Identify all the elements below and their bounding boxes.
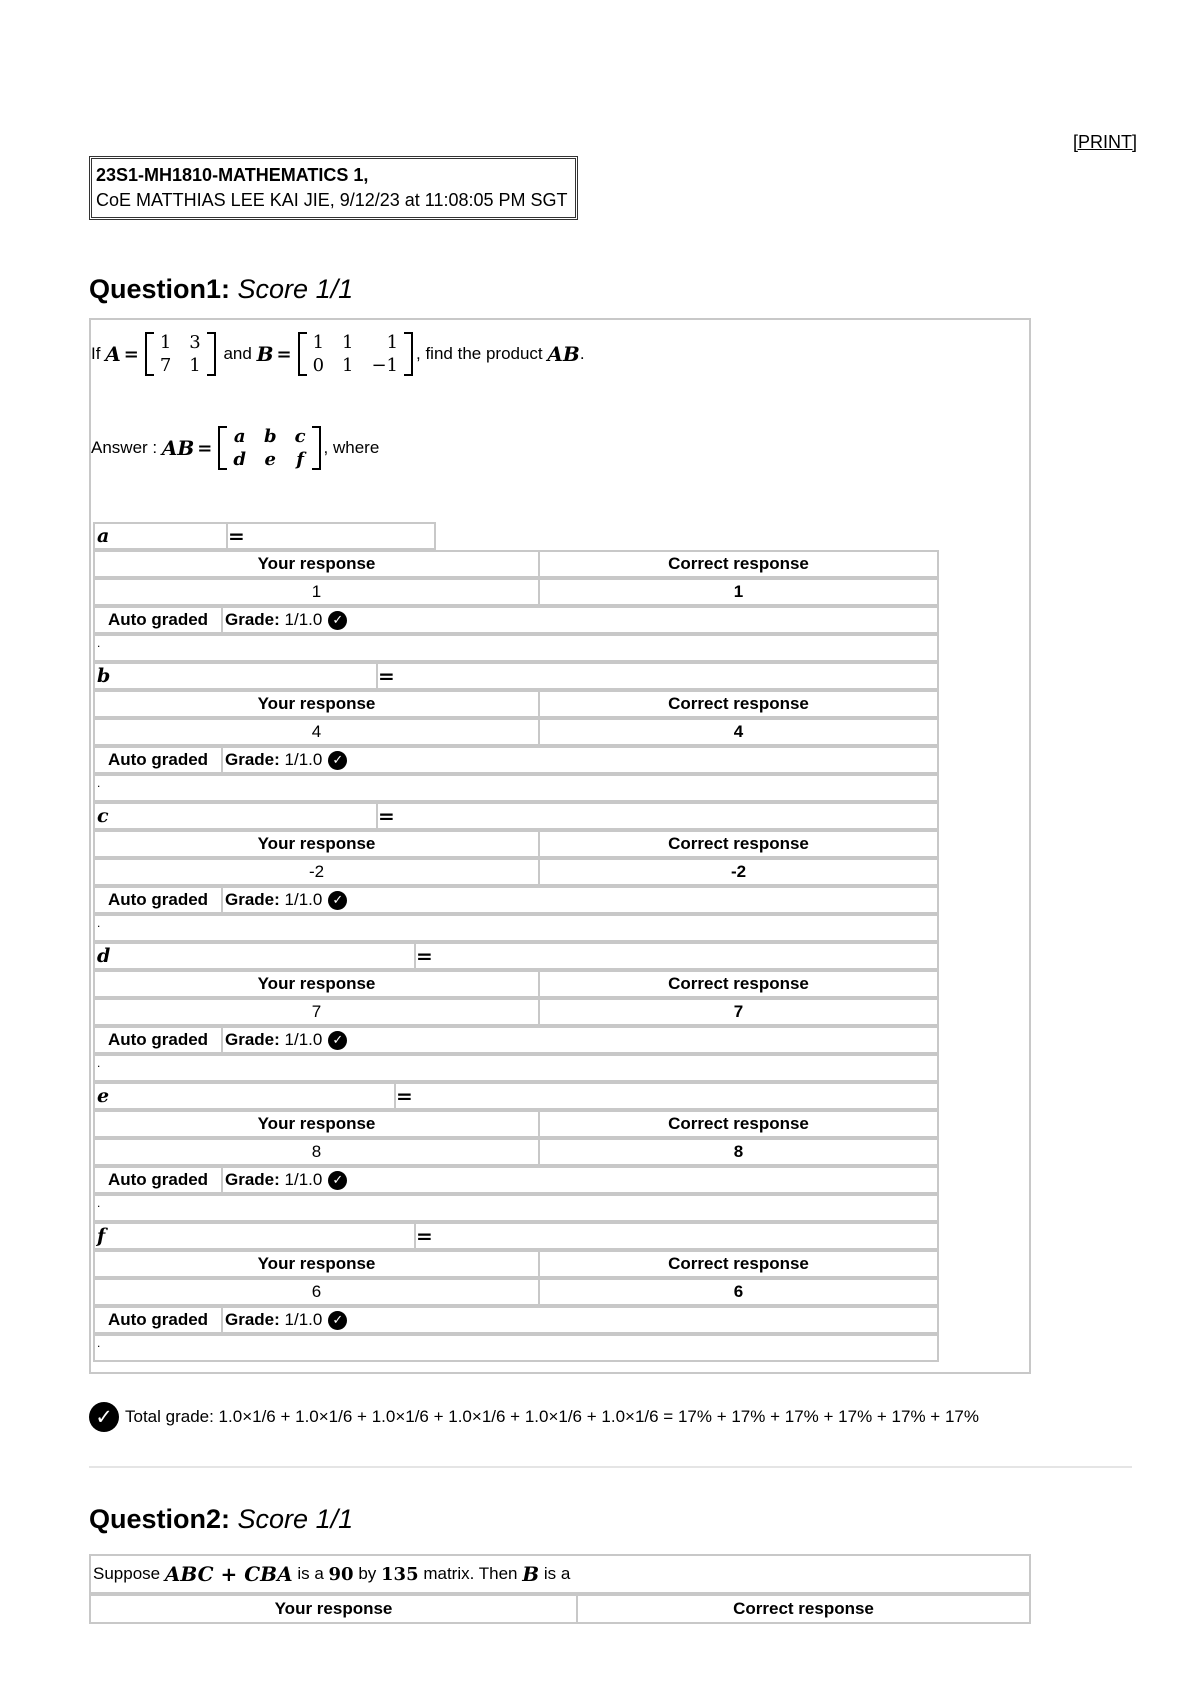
part-b-variable: b xyxy=(97,665,111,687)
q2-expression: ABC + CBA xyxy=(164,1562,293,1586)
part-e-variable: e xyxy=(97,1085,110,1107)
answer-matrix-entry: d xyxy=(233,449,246,470)
answer-where: , where xyxy=(323,438,380,457)
correct-response-header: Correct response xyxy=(668,1114,809,1133)
question1-label: Question1: xyxy=(89,274,231,304)
part-f-grade: 1/1.0 xyxy=(284,1310,323,1329)
prompt-find: , find the product xyxy=(416,344,543,363)
part-b-label-row xyxy=(93,662,939,690)
prompt-and: and xyxy=(223,344,252,363)
part-c-equals: = xyxy=(378,804,395,828)
part-b-grade-row xyxy=(93,746,939,774)
correct-response-header: Correct response xyxy=(668,974,809,993)
prompt-if: If xyxy=(91,344,101,363)
part-d-separator-row xyxy=(93,1054,939,1082)
check-icon: ✓ xyxy=(328,1031,347,1050)
part-f-label-row xyxy=(93,1222,939,1250)
prompt-period: . xyxy=(579,344,585,363)
question1-score: Score 1/1 xyxy=(237,274,354,304)
answer-matrix-entry: c xyxy=(294,426,306,447)
q2-is-a2: is a xyxy=(543,1564,571,1583)
part-a-variable: a xyxy=(97,525,110,547)
check-icon: ✓ xyxy=(328,611,347,630)
q2-is-a: is a xyxy=(297,1564,324,1583)
your-response-header: Your response xyxy=(95,832,540,856)
part-e-your-response: 8 xyxy=(95,1140,540,1164)
grade-label: Grade: xyxy=(225,890,280,909)
part-b-separator-row xyxy=(93,774,939,802)
part-d-equals: = xyxy=(416,944,433,968)
grade-label: Grade: xyxy=(225,1170,280,1189)
matrix-a-entry: 7 xyxy=(159,355,172,376)
correct-response-header: Correct response xyxy=(668,554,809,573)
question2-score: Score 1/1 xyxy=(237,1504,354,1534)
check-icon: ✓ xyxy=(328,891,347,910)
part-f-header-row xyxy=(93,1250,939,1278)
matrix-a-entry: 3 xyxy=(189,332,201,353)
print-link[interactable]: [PRINT] xyxy=(1073,132,1138,152)
answer-format xyxy=(91,426,379,470)
answer-label: Answer : xyxy=(91,438,158,457)
part-a-header-row xyxy=(93,550,939,578)
question2-title xyxy=(89,1504,353,1535)
part-e-correct-response: 8 xyxy=(733,1142,744,1161)
part-c-separator-row xyxy=(93,914,939,942)
part-d-grade: 1/1.0 xyxy=(284,1030,323,1049)
part-b-correct-response: 4 xyxy=(733,722,744,741)
part-d-correct-response: 7 xyxy=(733,1002,744,1021)
grade-label: Grade: xyxy=(225,1310,280,1329)
q2-cols: 135 xyxy=(381,1563,419,1585)
your-response-header: Your response xyxy=(95,1112,540,1136)
part-a-grade: 1/1.0 xyxy=(284,610,323,629)
answer-matrix-entry: f xyxy=(296,449,304,470)
part-d-your-response: 7 xyxy=(95,1000,540,1024)
check-icon: ✓ xyxy=(328,1171,347,1190)
matrix-b-entry: −1 xyxy=(371,355,399,376)
part-separator: . xyxy=(97,916,101,930)
student-info: CoE MATTHIAS LEE KAI JIE, 9/12/23 at 11:08:05 PM SGT xyxy=(96,190,568,210)
q2-by: by xyxy=(358,1564,377,1583)
part-f-equals: = xyxy=(416,1224,433,1248)
part-a-separator-row xyxy=(93,634,939,662)
product-ab-symbol: AB xyxy=(161,436,195,460)
correct-response-header: Correct response xyxy=(668,1254,809,1273)
correct-response-header: Correct response xyxy=(733,1599,874,1618)
matrix-b-symbol: B xyxy=(256,342,274,366)
part-e-values-row xyxy=(93,1138,939,1166)
part-d-grade-row xyxy=(93,1026,939,1054)
your-response-header: Your response xyxy=(91,1596,578,1622)
correct-response-header: Correct response xyxy=(668,694,809,713)
part-f-values-row xyxy=(93,1278,939,1306)
part-e-separator-row xyxy=(93,1194,939,1222)
part-e-label-row xyxy=(93,1082,939,1110)
answer-matrix-entry: e xyxy=(264,449,276,470)
answer-matrix-entry: a xyxy=(233,426,246,447)
grade-label: Grade: xyxy=(225,1030,280,1049)
part-a-values-row xyxy=(93,578,939,606)
question2-label: Question2: xyxy=(89,1504,231,1534)
course-name: 23S1-MH1810-MATHEMATICS 1, xyxy=(96,165,369,185)
your-response-header: Your response xyxy=(95,552,540,576)
part-c-variable: c xyxy=(97,805,109,827)
question1-box xyxy=(89,318,1031,1374)
answer-matrix xyxy=(218,426,320,470)
check-icon: ✓ xyxy=(328,1311,347,1330)
part-a-label-row xyxy=(93,522,436,550)
question1-title xyxy=(89,274,353,305)
total-grade-text: Total grade: 1.0×1/6 + 1.0×1/6 + 1.0×1/6 + 1.0×1/6 + 1.0×1/6 + 1.0×1/6 = 17% + 17% + 17% + 17% + 17% + 17% xyxy=(125,1407,979,1426)
part-d-header-row xyxy=(93,970,939,998)
part-f-grade-row xyxy=(93,1306,939,1334)
q2-suppose: Suppose xyxy=(93,1564,161,1583)
question2-header-row xyxy=(89,1594,1031,1624)
part-c-grade: 1/1.0 xyxy=(284,890,323,909)
part-b-values-row xyxy=(93,718,939,746)
auto-graded-label: Auto graded xyxy=(95,608,223,632)
total-grade xyxy=(89,1402,979,1432)
question-divider xyxy=(89,1466,1132,1468)
matrix-a-entry: 1 xyxy=(159,332,172,353)
auto-graded-label: Auto graded xyxy=(95,1168,223,1192)
q2-then: matrix. Then xyxy=(423,1564,518,1583)
matrix-b-entry: 1 xyxy=(312,332,325,353)
part-c-header-row xyxy=(93,830,939,858)
check-icon: ✓ xyxy=(328,751,347,770)
part-c-values-row xyxy=(93,858,939,886)
part-e-header-row xyxy=(93,1110,939,1138)
grade-label: Grade: xyxy=(225,610,280,629)
grade-label: Grade: xyxy=(225,750,280,769)
part-f-separator-row xyxy=(93,1334,939,1362)
your-response-header: Your response xyxy=(95,1252,540,1276)
part-f-correct-response: 6 xyxy=(733,1282,744,1301)
part-f-your-response: 6 xyxy=(95,1280,540,1304)
auto-graded-label: Auto graded xyxy=(95,748,223,772)
part-b-header-row xyxy=(93,690,939,718)
part-b-grade: 1/1.0 xyxy=(284,750,323,769)
part-e-grade: 1/1.0 xyxy=(284,1170,323,1189)
check-circle-icon: ✓ xyxy=(89,1402,119,1432)
part-separator: . xyxy=(97,1056,101,1070)
part-e-equals: = xyxy=(396,1084,413,1108)
question2-prompt-row xyxy=(89,1554,1031,1594)
matrix-b-entry: 0 xyxy=(312,355,325,376)
matrix-a xyxy=(145,332,216,376)
equals-sign: = xyxy=(123,343,139,365)
equals-sign: = xyxy=(197,437,213,459)
part-separator: . xyxy=(97,776,101,790)
part-e-grade-row xyxy=(93,1166,939,1194)
part-a-grade-row xyxy=(93,606,939,634)
your-response-header: Your response xyxy=(95,692,540,716)
equals-sign: = xyxy=(276,343,292,365)
your-response-header: Your response xyxy=(95,972,540,996)
matrix-b-entry: 1 xyxy=(342,355,354,376)
part-f-variable: f xyxy=(97,1225,106,1247)
part-c-correct-response: -2 xyxy=(730,862,747,881)
matrix-a-entry: 1 xyxy=(189,355,201,376)
part-d-variable: d xyxy=(97,945,111,967)
part-b-your-response: 4 xyxy=(95,720,540,744)
answer-matrix-entry: b xyxy=(263,426,277,447)
part-d-values-row xyxy=(93,998,939,1026)
part-separator: . xyxy=(97,636,101,650)
part-d-label-row xyxy=(93,942,939,970)
auto-graded-label: Auto graded xyxy=(95,1308,223,1332)
part-c-label-row xyxy=(93,802,939,830)
part-c-your-response: -2 xyxy=(95,860,540,884)
question1-prompt xyxy=(91,332,585,376)
part-separator: . xyxy=(97,1196,101,1210)
assignment-header xyxy=(89,156,578,220)
part-a-correct-response: 1 xyxy=(733,582,744,601)
part-b-equals: = xyxy=(378,664,395,688)
q2-rows: 90 xyxy=(328,1563,354,1585)
part-a-equals: = xyxy=(228,524,245,548)
product-ab-symbol: AB xyxy=(547,342,580,366)
q2-matrix-b: B xyxy=(522,1562,540,1586)
part-c-grade-row xyxy=(93,886,939,914)
auto-graded-label: Auto graded xyxy=(95,1028,223,1052)
matrix-b-entry: 1 xyxy=(342,332,354,353)
part-separator: . xyxy=(97,1336,101,1350)
matrix-b xyxy=(298,332,413,376)
part-a-your-response: 1 xyxy=(95,580,540,604)
matrix-a-symbol: A xyxy=(105,342,121,366)
auto-graded-label: Auto graded xyxy=(95,888,223,912)
correct-response-header: Correct response xyxy=(668,834,809,853)
matrix-b-entry: 1 xyxy=(386,332,399,353)
